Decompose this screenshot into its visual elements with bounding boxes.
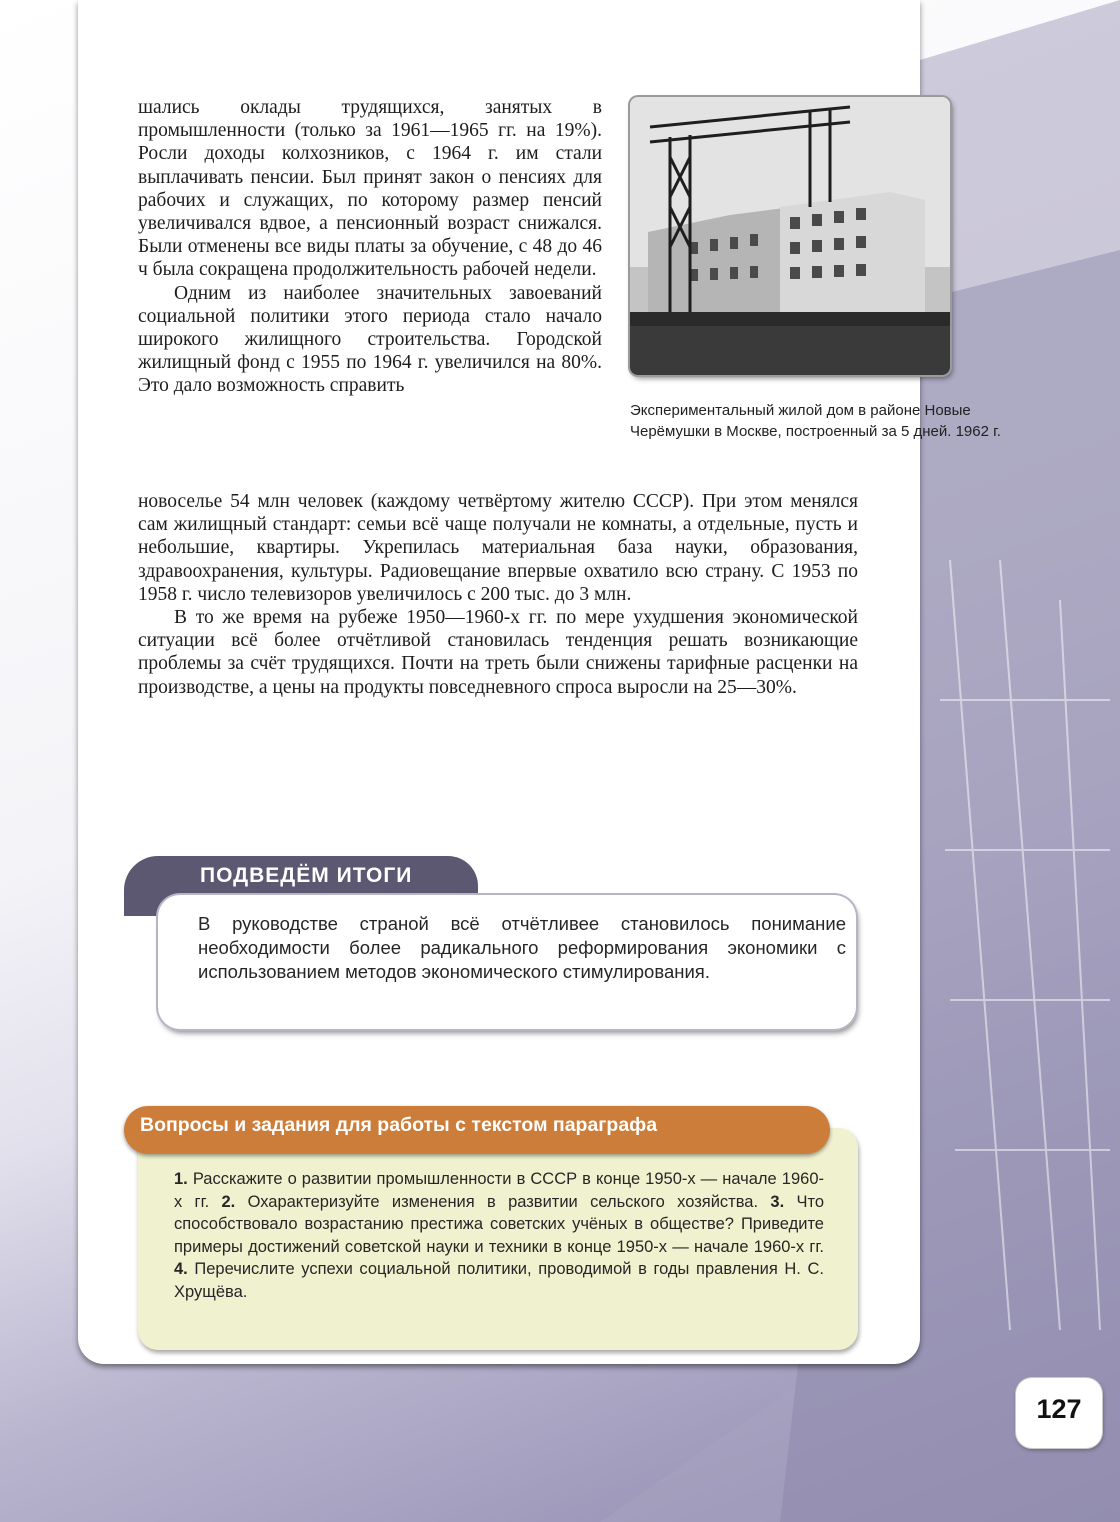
question-text: Охарактеризуйте изменения в развитии сельского хозяйства. xyxy=(247,1192,759,1211)
summary-title: ПОДВЕДЁМ ИТОГИ xyxy=(200,864,413,887)
building-photo xyxy=(630,97,950,375)
paragraph-2-end: новоселье 54 млн человек (каждому четвёртому жителю СССР). При этом менялся сам жилищный стандарт: семьи всё чаще получали не комнаты, а отдельные, пусть и небольшие, квартиры. Укрепилась материальная база науки, образования, здравоохранения, культуры. Радиовещание впервые охватило всю страну. С 1953 по 1958 г. число телевизоров увеличилось с 200 тыс. до 3 млн. xyxy=(138,491,858,605)
question-text: Что способствовало возрастанию престижа советских учёных в обществе? Приведите примеры достижений советской науки и техники в конце 1950-х — начале 1960-х гг. xyxy=(174,1192,825,1256)
question-number: 1. xyxy=(174,1170,188,1188)
photo-caption: Экспериментальный жилой дом в районе Новые Черёмушки в Москве, построенный за 5 дней. 1962 г. xyxy=(630,402,1001,440)
question-number: 3. xyxy=(770,1192,785,1211)
questions-title: Вопросы и задания для работы с текстом параграфа xyxy=(140,1114,658,1136)
main-text-column xyxy=(138,96,602,398)
question-text: Расскажите о развитии промышленности в СССР в конце 1950-х — начале 1960-х гг. xyxy=(174,1170,824,1211)
paragraph-2-start: Одним из наиболее значительных завоеваний социальной политики этого периода стало начало широкого жилищного строительства. Городской жилищный фонд с 1955 по 1964 г. увеличился на 80%. Это дало возможность справить xyxy=(138,282,602,397)
summary-text: В руководстве страной всё отчётливее становилось понимание необходимости более радикального реформирования экономики с использованием методов экономического стимулирования. xyxy=(198,913,846,983)
paragraph-1: шались оклады трудящихся, занятых в промышленности (только за 1961—1965 гг. на 19%). Росли доходы колхозников, с 1964 г. им стали выплачивать пенсии. Был принят закон о пенсиях для рабочих и служащих, по которому размер пенсий увеличивался вдвое, а пенсионный возраст снижался. Были отменены все виды платы за обучение, с 48 до 46 ч была сокращена продолжительность рабочей недели. xyxy=(138,97,602,281)
page-number: 127 xyxy=(1036,1394,1082,1424)
paragraph-3: В то же время на рубеже 1950—1960-х гг. по мере ухудшения экономической ситуации всё более отчётливой становилась тенденция решать возникающие проблемы за счёт трудящихся. Почти на треть были снижены тарифные расценки на производстве, а цены на продукты повседневного спроса выросли на 25—30%. xyxy=(138,607,858,698)
questions-list xyxy=(174,1168,824,1304)
question-text: Перечислите успехи социальной политики, проводимой в годы правления Н. С. Хрущёва. xyxy=(174,1260,824,1301)
question-number: 2. xyxy=(221,1192,236,1211)
question-number: 4. xyxy=(174,1260,188,1279)
main-text-wide xyxy=(138,490,858,699)
